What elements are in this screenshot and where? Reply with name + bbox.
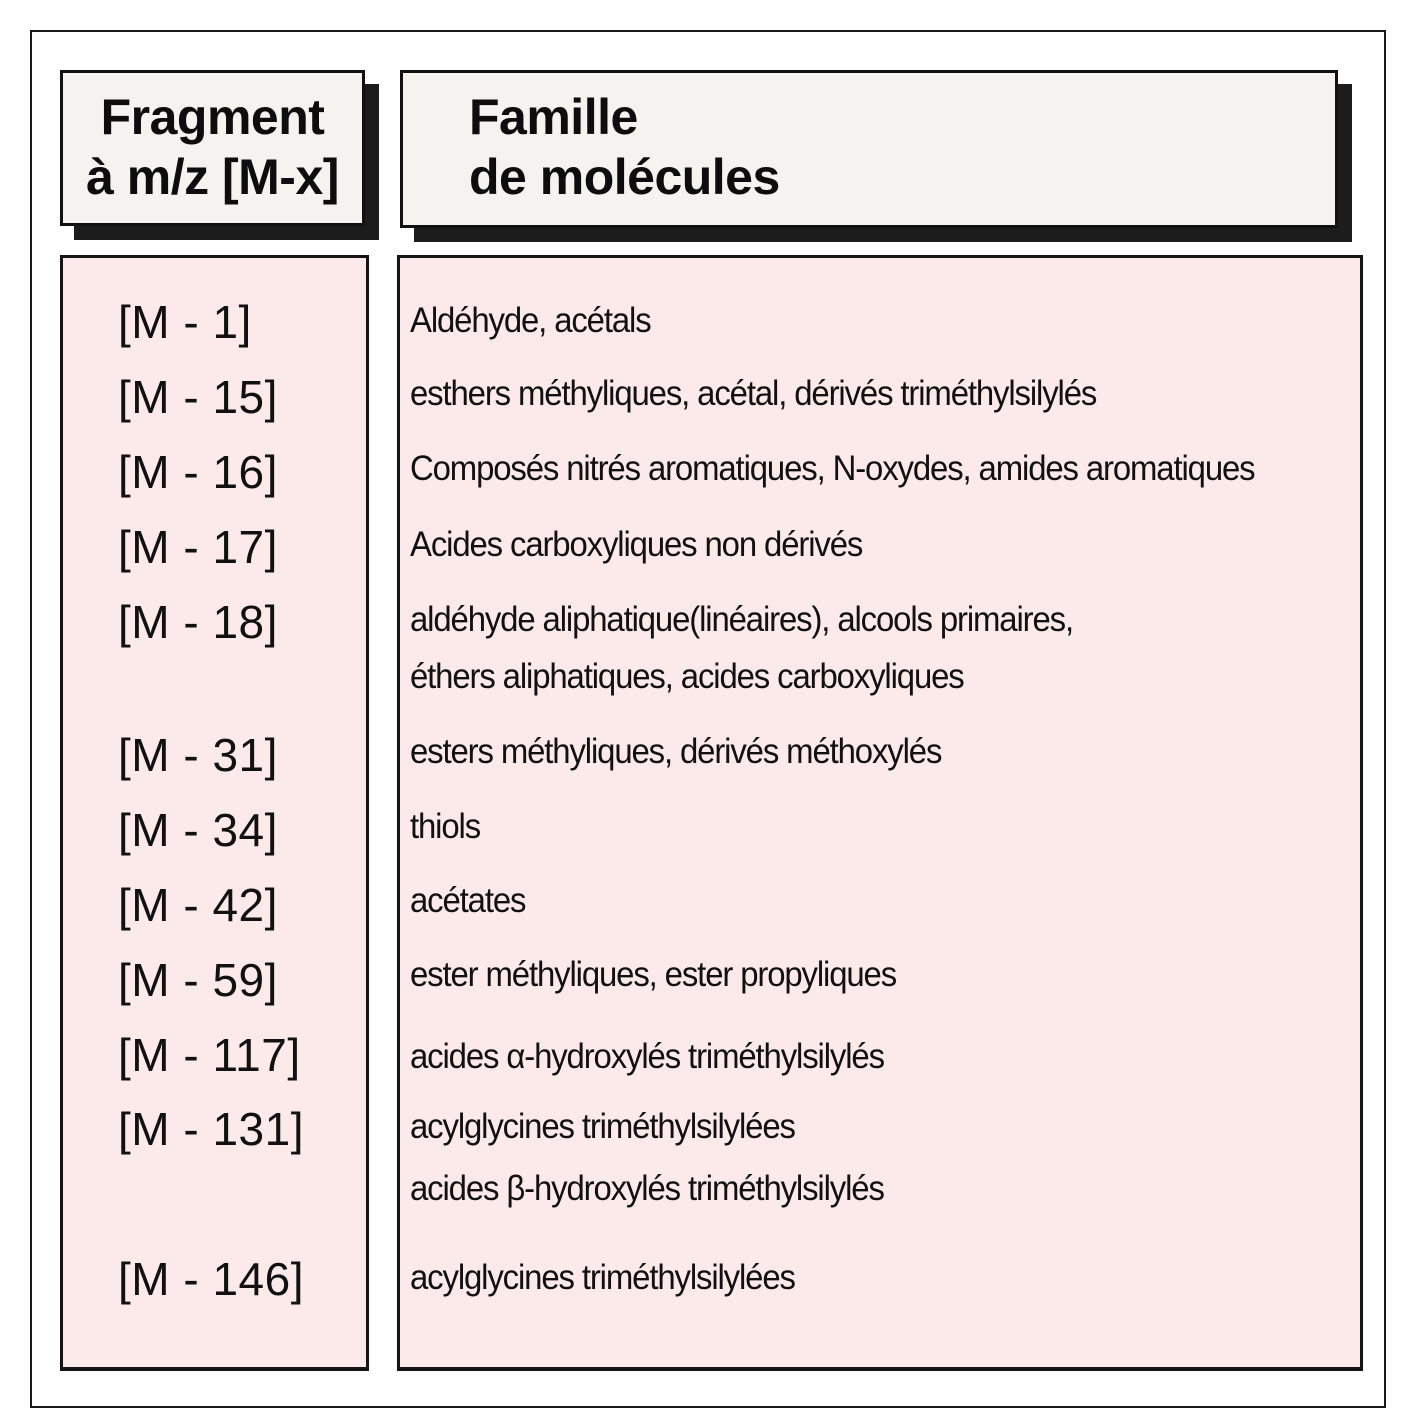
family-header-text	[469, 87, 780, 207]
fragment-cell: [M - 31]	[118, 729, 278, 781]
family-cell: Composés nitrés aromatiques, N-oxydes, amides aromatiques	[410, 449, 1255, 488]
family-cell: Acides carboxyliques non dérivés	[410, 525, 863, 564]
fragment-cell: [M - 42]	[118, 879, 278, 931]
fragment-cell: [M - 117]	[118, 1029, 301, 1081]
fragment-cell: [M - 15]	[118, 371, 278, 423]
family-header-line2: de molécules	[469, 149, 780, 205]
fragment-header-text	[63, 87, 362, 207]
fragment-cell: [M - 16]	[118, 446, 278, 498]
fragment-cell: [M - 34]	[118, 804, 278, 856]
family-cell: aldéhyde aliphatique(linéaires), alcools primaires,	[410, 600, 1074, 639]
family-cell: ester méthyliques, ester propyliques	[410, 955, 897, 994]
family-cell: acides β-hydroxylés triméthylsilylés	[410, 1169, 884, 1208]
fragment-column-header	[60, 70, 365, 226]
family-cell: Aldéhyde, acétals	[410, 301, 651, 340]
fragment-cell: [M - 146]	[118, 1253, 305, 1305]
family-cell: éthers aliphatiques, acides carboxyliques	[410, 657, 964, 696]
family-header-line1: Famille	[469, 89, 638, 145]
fragment-header-line2: à m/z [M-x]	[86, 149, 339, 205]
fragment-header-line1: Fragment	[100, 89, 325, 145]
family-cell: esters méthyliques, dérivés méthoxylés	[410, 732, 942, 771]
family-cell: acylglycines triméthylsilylées	[410, 1107, 795, 1146]
fragment-cell: [M - 131]	[118, 1103, 305, 1155]
family-cell: esthers méthyliques, acétal, dérivés triméthylsilylés	[410, 374, 1097, 413]
family-cell: acylglycines triméthylsilylées	[410, 1258, 795, 1297]
fragment-cell: [M - 18]	[118, 596, 278, 648]
fragment-cell: [M - 59]	[118, 954, 278, 1006]
family-cell: thiols	[410, 807, 481, 846]
family-cell: acétates	[410, 881, 526, 920]
fragment-cell: [M - 17]	[118, 521, 278, 573]
family-cell: acides α-hydroxylés triméthylsilylés	[410, 1037, 884, 1076]
fragment-cell: [M - 1]	[118, 296, 252, 348]
family-column-header	[400, 70, 1338, 228]
